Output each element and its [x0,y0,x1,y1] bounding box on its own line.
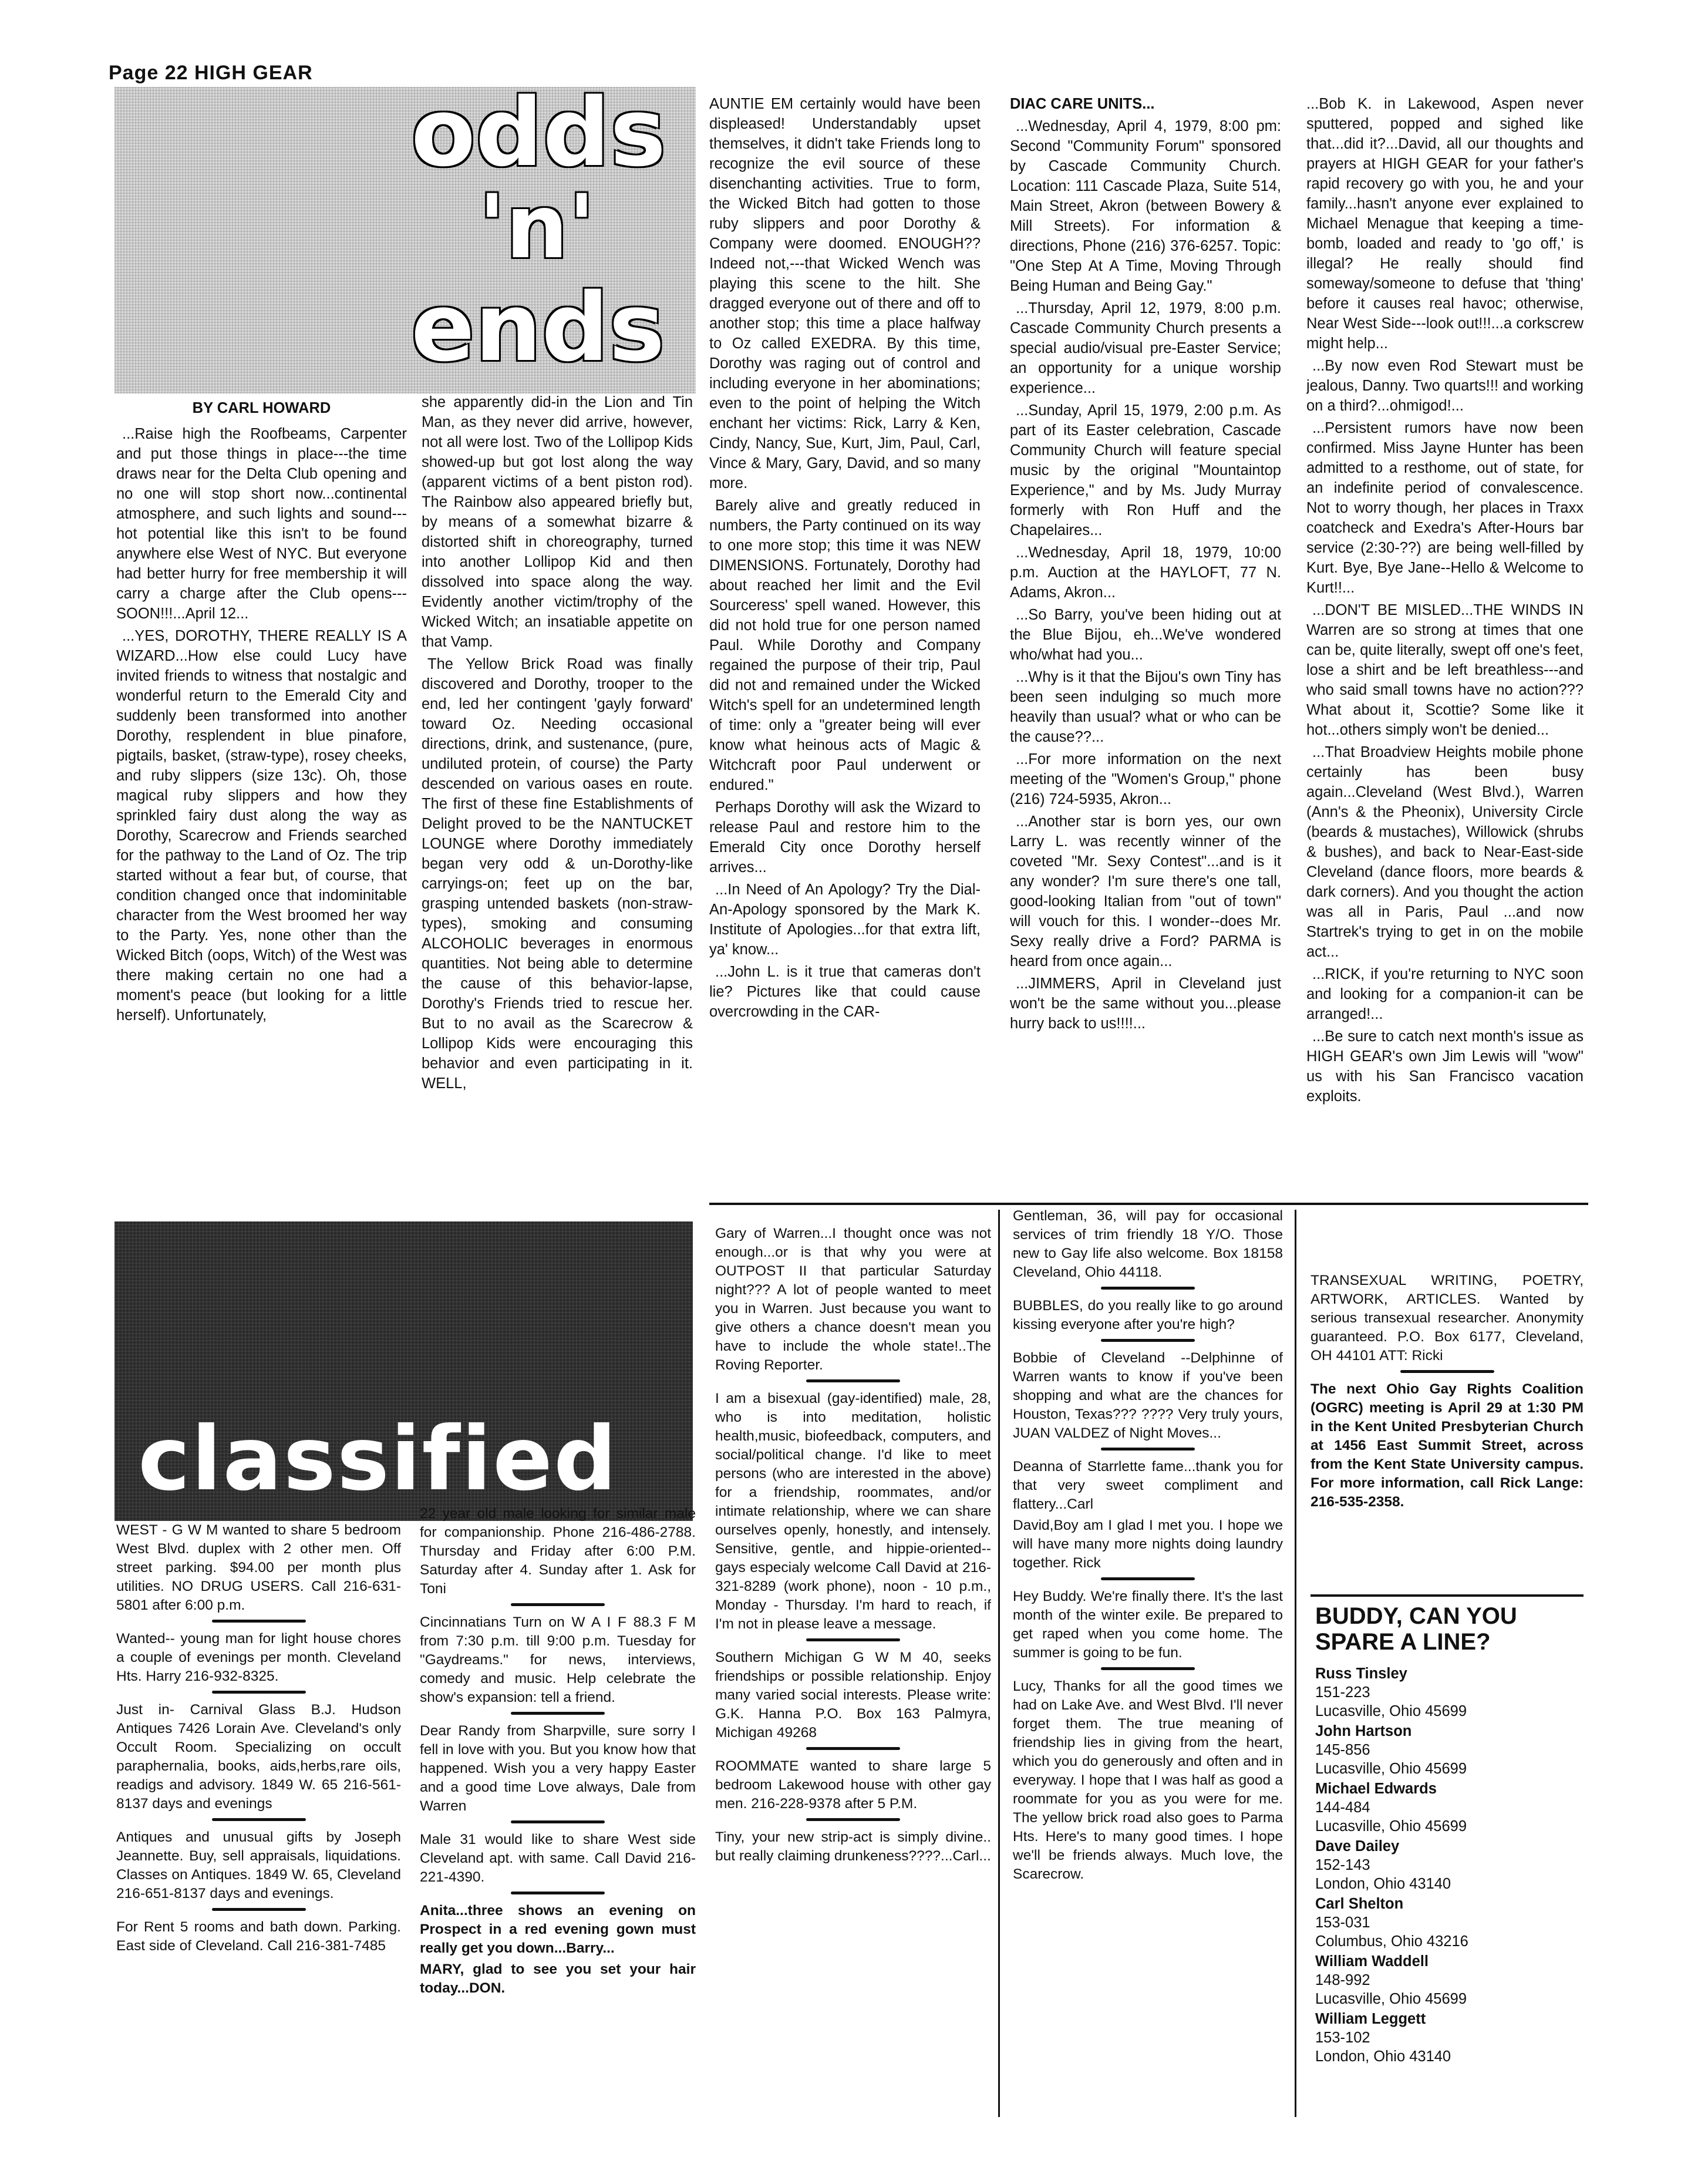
classified-ad: Hey Buddy. We're finally there. It's the last month of the winter exile. Be prepared to get raped when you come home. The summer is going to be fun. [1013,1588,1283,1661]
odds-n-ends-banner [114,87,696,393]
col5-paragraph: ...RICK, if you're returning to NYC soon and looking for a companion-it can be arranged!... [1306,966,1584,1022]
classified-ad: MARY, glad to see you set your hair today...DON. [420,1961,696,1996]
col4-paragraph: ...Why is it that the Bijou's own Tiny has been seen indulging so much more heavily than usual? what or who can be the cause??... [1010,669,1281,745]
banner-word-n: 'n' [479,176,595,278]
classified-ad: Tiny, your new strip-act is simply divine.. but really claiming drunkeness????...Carl... [715,1829,991,1864]
col3-paragraph: Barely alive and greatly reduced in numbers, the Party continued on its way to one more stop; this time it was NEW DIMENSIONS. Fortunately, Dorothy had about reached her limit and the Evil Sourceress' spell waned. However, this did not hold true for one person named Paul. While Dorothy and Company regained the purpose of their trip, Paul did not and remained under the Wicked Witch's spell for an undetermined length of time: only a "greater being will ever know what heinous acts of Magic & Witchcraft poor Paul underwent or endured." [709,497,981,793]
ad-divider [806,1818,900,1821]
col3-paragraph: ...John L. is it true that cameras don't lie? Pictures like that could cause overcrowding in the CAR- [709,964,981,1020]
inmate-entry [1315,1837,1582,1893]
col5-paragraph: ...Bob K. in Lakewood, Aspen never sputtered, popped and sighed like that...did it?...David, all our thoughts and prayers at HIGH GEAR for your father's rapid recovery go with you, he and your family...hasn't anyone ever explained to Michael Menague that keeping a time-bomb, loaded and ready to 'go off,' is illegal? He really should find someway/someone to defuse that 'thing' before it causes real havoc; otherwise, Near West Side---look out!!!...a corkscrew might help... [1306,96,1584,352]
classified-ad: Deanna of Starrlette fame...thank you for that very sweet compliment and flattery...Carl [1013,1459,1283,1512]
classified-ad: Anita...three shows an evening on Prospect in a red evening gown must really get you down...Barry... [420,1903,696,1956]
inmate-entry [1315,1779,1582,1836]
ad-divider [1101,1448,1195,1450]
ad-divider [806,1379,900,1382]
ad-divider [212,1620,306,1623]
column-divider [1295,1210,1296,2117]
classified-ad: ROOMMATE wanted to share large 5 bedroom Lakewood house with other gay men. 216-228-9378 after 5 P.M. [715,1758,991,1812]
inmate-city: Lucasville, Ohio 45699 [1315,1818,1467,1835]
col3-paragraph: Perhaps Dorothy will ask the Wizard to release Paul and restore him to the Emerald City once Dorothy herself arrives... [709,799,981,876]
col4-paragraph: ...Thursday, April 12, 1979, 8:00 p.m. Cascade Community Church presents a special audio/visual pre-Easter Service; an opportunity for a unique worship experience... [1010,300,1281,396]
classified-ad: 22 year old male looking for similar male for companionship. Phone 216-486-2788. Thursday and Friday after 6:00 P.M. Saturday after 4. Sunday after 1. Ask for Toni [420,1506,696,1597]
col2-paragraph: she apparently did-in the Lion and Tin Man, as they never did arrive, however, not all were lost. Two of the Lollipop Kids showed-up but got lost along the way (apparent victims of a bent piston rod). The Rainbow also appeared briefly but, by means of a somewhat bizarre & distorted shift in choreography, turned into another Lollipop Kid and then dissolved into space along the way. Evidently another victim/trophy of the Wicked Witch; an insatiable appetite on that Vamp. [422,394,693,650]
inmate-city: Columbus, Ohio 43216 [1315,1933,1468,1950]
classified-ad: I am a bisexual (gay-identified) male, 28, who is into meditation, holistic health,music, biofeedback, computers, and social/political change. I'd like to meet persons (who are interested in the above) for a friendship, roommates, and/or intimate relationship, where we can share ourselves openly, honestly, and intensely. Sensitive, gentle, and hippie-oriented-- gays especialy welcome Call David at 216-321-8289 (work phone), noon - 10 p.m., Monday - Thursday. I'm hard to reach, if I'm not in please leave a message. [715,1391,991,1632]
inmate-entry [1315,1664,1582,1721]
inmate-city: London, Ohio 43140 [1315,2048,1451,2065]
inmate-name: Russ Tinsley [1315,1665,1407,1682]
ad-divider [1101,1667,1195,1670]
ad-divider [806,1747,900,1750]
col4-paragraph: ...Another star is born yes, our own Larry L. was recently winner of the coveted "Mr. Sexy Contest"...and is it any wonder? I'm sure there's one tall, good-looking Italian from "out of town" will vouch for this. I wonder--does Mr. Sexy really drive a Ford? PARMA is heard from once again... [1010,813,1281,970]
ad-divider [212,1691,306,1694]
column-2 [422,392,693,1197]
column-4 [1010,94,1281,1197]
col3-paragraph: AUNTIE EM certainly would have been displeased! Understandably upset themselves, it didn't take Friends long to recognize the evil source of these disenchanting activities. True to form, the Wicked Bitch had gotten to those ruby slippers and poor Dorothy & Company were doomed. ENOUGH?? Indeed not,---that Wicked Wench was playing this scene to the hilt. She dragged everyone out of there and off to another stop; this time a place halfway to Oz called EXEDRA. By this time, Dorothy was raging out of control and including everyone in her abominations; even to the point of helping the Witch enchant her victims: Rick, Larry & Ken, Cindy, Nancy, Sue, Kurt, Jim, Paul, Carl, Vince & Mary, Gary, David, and so many more. [709,96,981,492]
ad-divider [1101,1339,1195,1342]
inmate-number: 144-484 [1315,1799,1370,1816]
column-3 [709,94,981,1197]
classified-ad: Dear Randy from Sharpville, sure sorry I fell in love with you. But you know how that happened. Wish you a very happy Easter and a good time Love always, Dale from Warren [420,1723,696,1814]
classified-ad: Lucy, Thanks for all the good times we had on Lake Ave. and West Blvd. I'll never forget them. The true meaning of friendship lies in giving from the heart, which you do generously and often and in everyway. I hope that I was half as good a roommate for you as you were for me. The yellow brick road also goes to Parma Hts. Here's to many good times. I hope we'll be friends always. Much love, the Scarecrow. [1013,1678,1283,1882]
classified-word: classified [138,1408,618,1510]
classified-ad: The next Ohio Gay Rights Coalition (OGRC) meeting is April 29 at 1:30 PM in the Kent United Presbyterian Church at 1456 East Summit Street, across from the Kent State University campus. For more information, call Rick Lange: 216-535-2358. [1311,1381,1584,1510]
col4-paragraph: ...So Barry, you've been hiding out at the Blue Bijou, eh...We've wondered who/what had you... [1010,607,1281,663]
inmate-entry [1315,1952,1582,2008]
banner-word-odds: odds [411,87,666,187]
inmate-name: William Waddell [1315,1953,1429,1970]
classified-ad: Wanted-- young man for light house chores a couple of evenings per month. Cleveland Hts. Harry 216-932-8325. [116,1631,401,1684]
buddy-title: BUDDY, CAN YOU SPARE A LINE? [1315,1603,1517,1655]
byline: BY CARL HOWARD [192,400,331,416]
inmate-name: Michael Edwards [1315,1781,1437,1797]
col4-paragraph: ...Wednesday, April 4, 1979, 8:00 pm: Second "Community Forum" sponsored by Cascade Community Church. Location: 111 Cascade Plaza, Suite 514, Main Street, Akron (between Bowery & Mill Streets). For information & directions, Phone (216) 376-6257. Topic: "One Step At A Time, Moving Through Being Human and Being Gay." [1010,118,1281,294]
classifieds-column-1 [116,1521,401,2117]
classified-ad: Gentleman, 36, will pay for occasional services of trim friendly 18 Y/O. Those new to Gay life also welcome. Box 18158 Cleveland, Ohio 44118. [1013,1208,1283,1280]
section-divider [1311,1594,1584,1597]
inmate-name: William Leggett [1315,2011,1426,2027]
inmate-number: 153-031 [1315,1914,1370,1931]
col4-paragraph: ...JIMMERS, April in Cleveland just won't be the same without you...please hurry back to us!!!!... [1010,975,1281,1032]
classified-ad: WEST - G W M wanted to share 5 bedroom West Blvd. duplex with 2 other men. Off street parking. $94.00 per month plus utilities. NO DRUG USERS. Call 216-631-5801 after 6:00 p.m. [116,1522,401,1613]
inmate-number: 151-223 [1315,1684,1370,1701]
col1-paragraph: ...YES, DOROTHY, THERE REALLY IS A WIZARD...How else could Lucy have invited friends to witness that nostalgic and wonderful return to the Emerald City and suddenly been transformed into another Dorothy, resplendent in blue pinafore, pigtails, basket, (straw-type), rosey cheeks, and ruby slippers (size 13c). Oh, those magical ruby slippers and how they sprinkled fairy dust along the way as Dorothy, Scarecrow and Friends searched for the pathway to the Land of Oz. The trip started without a fear but, of course, that condition changed once that indominitable character from the West broomed her way to the Party. Yes, none other than the Wicked Bitch (oops, Witch) of the West was there making certain no one had a moment's peace (but looking for a little herself). Unfortunately, [116,628,407,1024]
classifieds-column-4 [1013,1207,1283,2117]
banner-word-ends: ends [411,272,665,382]
inmate-name: Dave Dailey [1315,1838,1400,1855]
classified-ad: Cincinnatians Turn on W A I F 88.3 F M from 7:30 p.m. till 9:00 p.m. Tuesday for "Gaydreams." for news, interviews, comedy and music. Help celebrate the show's expansion: tell a friend. [420,1614,696,1705]
inmate-city: Lucasville, Ohio 45699 [1315,1761,1467,1777]
classifieds-column-3 [715,1224,991,2117]
col4-paragraph: DIAC CARE UNITS... [1010,96,1155,112]
classified-ad: Just in- Carnival Glass B.J. Hudson Antiques 7426 Lorain Ave. Cleveland's only Occult Room. Specializing on occult paraphernalia, books, aids,herbs,rare oils, readigs and advisory. 1849 W. 65 216-561-8137 days and evenings [116,1702,401,1812]
inmate-city: Lucasville, Ohio 45699 [1315,1991,1467,2007]
ad-divider [212,1818,306,1821]
ad-divider [1101,1287,1195,1290]
col5-paragraph: ...Be sure to catch next month's issue as HIGH GEAR's own Jim Lewis will "wow" us with his San Francisco vacation exploits. [1306,1028,1584,1105]
column-1 [116,398,407,1197]
page-header: Page 22 HIGH GEAR [109,62,313,84]
buddy-box [1315,1603,1582,2117]
col5-paragraph: ...Persistent rumors have now been confirmed. Miss Jayne Hunter has been admitted to a resthome, out of state, for an indefinite period of convalescence. Not to worry though, her places in Traxx coatcheck and Exedra's After-Hours bar service (2:30-??) are being well-filled by Kurt. Bye, Bye Jane--Hello & Welcome to Kurt!!... [1306,420,1584,596]
classifieds-column-2 [420,1505,696,2117]
classified-ad: Gary of Warren...I thought once was not enough...or is that why you were at OUTPOST II that particular Saturday night??? A lot of people wanted to meet you in Warren. Just because you want to give others a chance doesn't mean you have to include the whole state!..The Roving Reporter. [715,1226,991,1373]
classified-ad: Bobbie of Cleveland --Delphinne of Warren wants to know if you've been shopping and what are the chances for Houston, Texas??? ???? Very truly yours, JUAN VALDEZ of Night Moves... [1013,1350,1283,1441]
col5-paragraph: ...By now even Rod Stewart must be jealous, Danny. Two quarts!!! and working on a third?...ohmigod!... [1306,358,1584,414]
inmate-number: 153-102 [1315,2030,1370,2046]
col5-paragraph: ...DON'T BE MISLED...THE WINDS IN Warren are so strong at times that one can be, quite literally, swept off one's feet, lose a shirt and be left breathless---and who said small towns have no action??? What about it, Scottie? Some like it hot...others simply won't be denied... [1306,602,1584,738]
classifieds-column-5 [1311,1271,1584,1588]
ad-divider [511,1712,605,1715]
classified-ad: For Rent 5 rooms and bath down. Parking. East side of Cleveland. Call 216-381-7485 [116,1919,401,1954]
section-divider [709,1203,1588,1205]
inmate-number: 148-992 [1315,1972,1370,1988]
classified-ad: Male 31 would like to share West side Cleveland apt. with same. Call David 216-221-4390. [420,1832,696,1885]
inmate-city: Lucasville, Ohio 45699 [1315,1703,1467,1719]
ad-divider [511,1603,605,1606]
classified-ad: BUBBLES, do you really like to go around kissing everyone after you're high? [1013,1298,1283,1332]
inmate-list [1315,1664,1582,2066]
inmate-entry [1315,1722,1582,1778]
col4-paragraph: ...Wednesday, April 18, 1979, 10:00 p.m. Auction at the HAYLOFT, 77 N. Adams, Akron... [1010,544,1281,601]
col4-paragraph: ...Sunday, April 15, 1979, 2:00 p.m. As part of its Easter celebration, Cascade Community Church will feature special music by the original "Mountaintop Experience," and by Ms. Judy Murray formerly with Ron Huff and the Chapelaires... [1010,402,1281,539]
inmate-city: London, Ohio 43140 [1315,1876,1451,1892]
classified-ad: David,Boy am I glad I met you. I hope we will have many more nights doing laundry together. Rick [1013,1517,1283,1571]
ad-divider [511,1892,605,1894]
classified-ad: TRANSEXUAL WRITING, POETRY, ARTWORK, ARTICLES. Wanted by serious transexual researcher. Anonymity guaranteed. P.O. Box 6177, Cleveland, OH 44101 ATT: Ricki [1311,1273,1584,1364]
ad-divider [511,1820,605,1823]
classified-ad: Antiques and unusual gifts by Joseph Jeannette. Buy, sell appraisals, liquidations. Classes on Antiques. 1849 W. 65, Cleveland 216-651-8137 days and evenings. [116,1829,401,1902]
inmate-name: Carl Shelton [1315,1896,1404,1912]
inmate-name: John Hartson [1315,1723,1412,1739]
ad-divider [1101,1577,1195,1580]
col2-paragraph: The Yellow Brick Road was finally discovered and Dorothy, trooper to the end, led her contingent 'gayly forward' toward Oz. Needing occasional directions, drink, and sustenance, (pure, undiluted protein, of course) the Party descended on various oases en route. The first of these fine Establishments of Delight proved to be the NANTUCKET LOUNGE where Dorothy immediately began very odd & un-Dorothy-like carryings-on; feet up on the bar, grasping untended baskets (non-straw-types), smoking and consuming ALCOHOLIC beverages in enormous quantities. Not being able to determine the cause of this behavior-lapse, Dorothy's Friends tried to rescue her. But to no avail as the Scarecrow & Lollipop Kids were encouraging this behavior and even participating in it. WELL, [422,656,693,1092]
classified-banner [114,1221,693,1521]
inmate-entry [1315,2010,1582,2066]
ad-divider [806,1638,900,1641]
column-divider [998,1210,1000,2117]
ad-divider [1400,1370,1494,1373]
col1-paragraph: ...Raise high the Roofbeams, Carpenter and put those things in place---the time draws near for the Delta Club opening and no one will stop short now...continental atmosphere, and such lights and sound---hot potential like this isn't to be found anywhere else West of NYC. But everyone had better hurry for free membership it will carry a charge after the Club opens---SOON!!!...April 12... [116,426,407,622]
ad-divider [212,1908,306,1911]
inmate-entry [1315,1894,1582,1951]
classified-ad: Southern Michigan G W M 40, seeks friendships or possible relationship. Enjoy many varied social interests. Please write: G.K. Hanna P.O. Box 163 Palmyra, Michigan 49268 [715,1650,991,1741]
column-5 [1306,94,1584,1268]
inmate-number: 152-143 [1315,1857,1370,1873]
inmate-number: 145-856 [1315,1742,1370,1758]
col3-paragraph: ...In Need of An Apology? Try the Dial-An-Apology sponsored by the Mark K. Institute of Apologies...for that extra lift, ya' know... [709,881,981,958]
col4-paragraph: ...For more information on the next meeting of the "Women's Group," phone (216) 724-5935, Akron... [1010,751,1281,807]
col5-paragraph: ...That Broadview Heights mobile phone certainly has been busy again...Cleveland (West Blvd.), Warren (Ann's & the Pheonix), University Circle (beards & mustaches), Willowick (shrubs & bushes), and back to Near-East-side Cleveland (dance floors, more beards & dark corners). And you thought the action was all in Paris, Paul ...and now Startrek's trying to get in on the mobile act... [1306,744,1584,960]
